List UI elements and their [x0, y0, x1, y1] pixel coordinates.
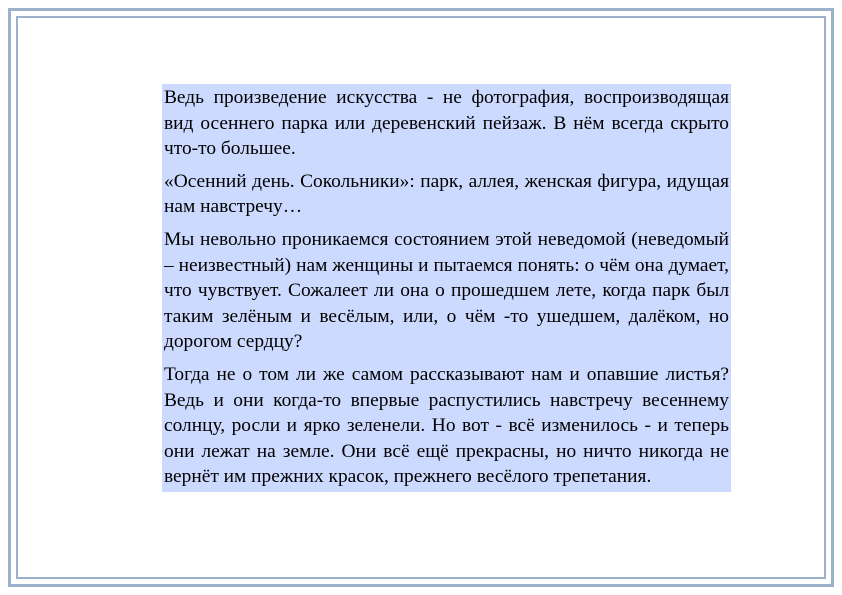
paragraph-4: Тогда не о том ли же самом рассказывают нам и опавшие листья? Ведь и они когда-то впервые распустились навстречу весеннему солнцу, росли и ярко зеленели. Но вот - всё изменилось - и теперь они лежат на земле. Они всё ещё прекрасны, но ничто никогда не вернёт им прежних красок, прежнего весёлого трепетания.	[164, 363, 729, 488]
paragraph-3: Мы невольно проникаемся состоянием этой неведомой (неведомый – неизвестный) нам женщины и пытаемся понять: о чём она думает, что чувствует. Сожалеет ли она о прошедшем лете, когда парк был таким зелёным и весёлым, или, о чём -то ушедшем, далёком, но дорогом сердцу?	[164, 228, 729, 353]
paragraph-1: Ведь произведение искусства - не фотография, воспроизводящая вид осеннего парка или деревенский пейзаж. В нём всегда скрыто что-то большее.	[164, 87, 729, 160]
paragraph-2: «Осенний день. Сокольники»: парк, аллея, женская фигура, идущая нам навстречу…	[164, 170, 729, 218]
text-panel	[162, 84, 731, 492]
